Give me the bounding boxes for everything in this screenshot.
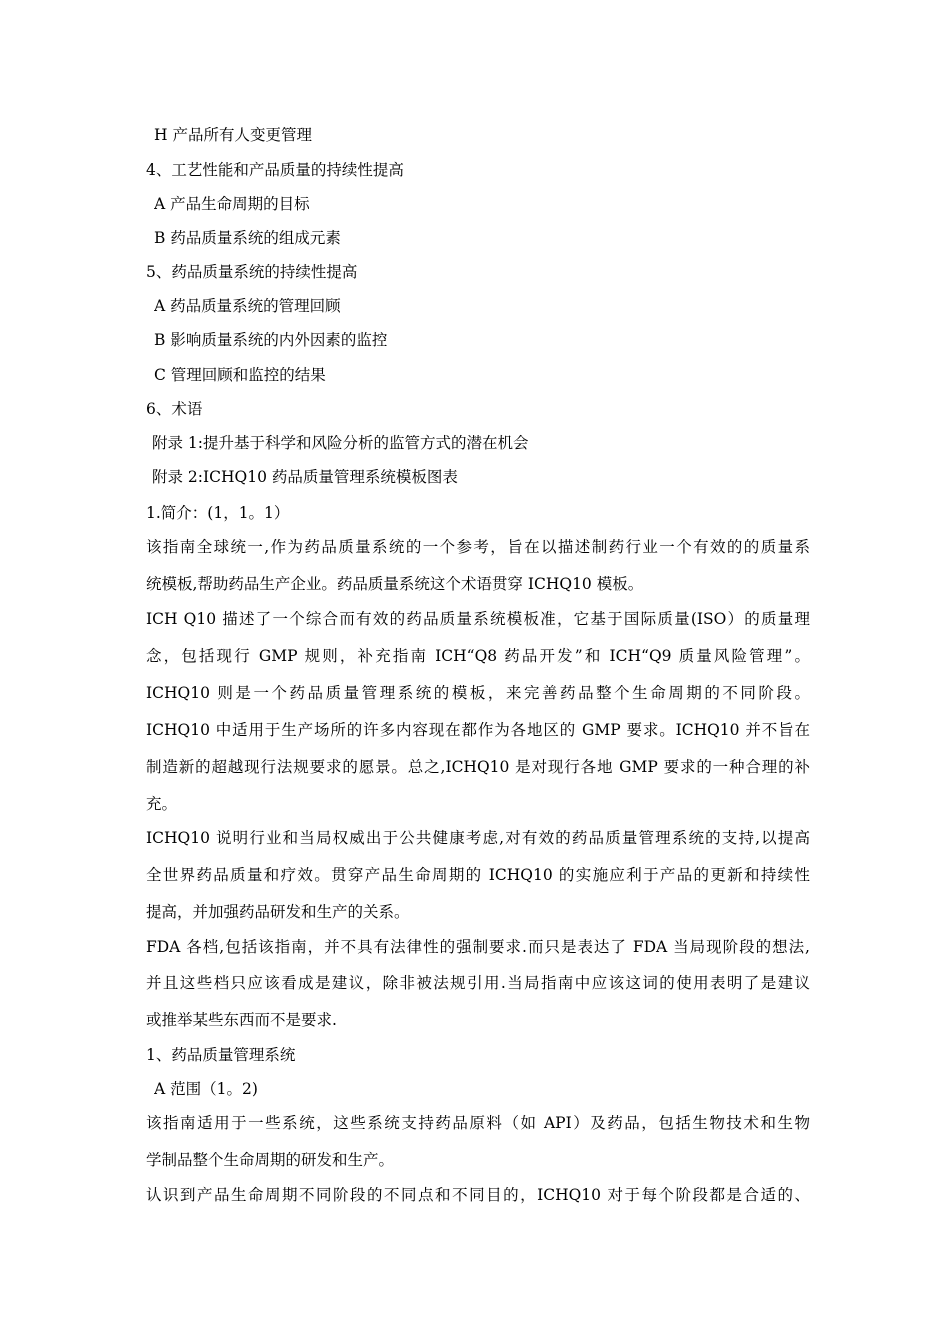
intro-heading: 1.简介：(1，1。1） <box>146 504 290 522</box>
appendix-2: 附录 2:ICHQ10 药品质量管理系统模板图表 <box>152 468 458 486</box>
outline-item-5b: B 影响质量系统的内外因素的监控 <box>154 331 388 349</box>
paragraph-line: 念，包括现行 GMP 规则，补充指南 ICH“Q8 药品开发”和 ICH“Q9 质量风险管理”。 <box>146 647 810 665</box>
paragraph-line: ICH Q10 描述了一个综合而有效的药品质量系统模板准，它基于国际质量(ISO）的质量理 <box>146 610 810 628</box>
paragraph-line: ICHQ10 则是一个药品质量管理系统的模板，来完善药品整个生命周期的不同阶段。 <box>146 684 810 702</box>
paragraph-line: 学制品整个生命周期的研发和生产。 <box>146 1151 395 1169</box>
outline-item-h: H 产品所有人变更管理 <box>154 126 312 144</box>
paragraph-line: 制造新的超越现行法规要求的愿景。总之,ICHQ10 是对现行各地 GMP 要求的一种合理的补 <box>146 758 810 776</box>
paragraph-line: 认识到产品生命周期不同阶段的不同点和不同目的，ICHQ10 对于每个阶段都是合适的、 <box>146 1186 810 1204</box>
paragraph-line: ICHQ10 中适用于生产场所的许多内容现在都作为各地区的 GMP 要求。ICHQ10 并不旨在 <box>146 721 810 739</box>
paragraph-line: 充。 <box>146 795 178 813</box>
section-heading-5: 5、药品质量系统的持续性提高 <box>146 263 358 281</box>
paragraph-line: 或推举某些东西而不是要求. <box>146 1011 337 1029</box>
paragraph-line: 并且这些档只应该看成是建议，除非被法规引用.当局指南中应该这词的使用表明了是建议 <box>146 974 810 992</box>
paragraph-line: 提高，并加强药品研发和生产的关系。 <box>146 903 410 921</box>
section-heading-4: 4、工艺性能和产品质量的持续性提高 <box>146 161 404 179</box>
outline-item-5a: A 药品质量系统的管理回顾 <box>154 297 341 315</box>
outline-item-5c: C 管理回顾和监控的结果 <box>154 366 326 384</box>
paragraph-line: 该指南适用于一些系统，这些系统支持药品原料（如 API）及药品，包括生物技术和生物 <box>146 1114 810 1132</box>
paragraph-line: 该指南全球统一,作为药品质量系统的一个参考，旨在以描述制药行业一个有效的的质量系 <box>146 538 810 556</box>
section-heading-1: 1、药品质量管理系统 <box>146 1046 296 1064</box>
paragraph-line: 全世界药品质量和疗效。贯穿产品生命周期的 ICHQ10 的实施应利于产品的更新和持续性 <box>146 866 810 884</box>
appendix-1: 附录 1:提升基于科学和风险分析的监管方式的潜在机会 <box>152 434 529 452</box>
outline-item-4b: B 药品质量系统的组成元素 <box>154 229 341 247</box>
paragraph-line: 统模板,帮助药品生产企业。药品质量系统这个术语贯穿 ICHQ10 模板。 <box>146 575 644 593</box>
paragraph-line: FDA 各档,包括该指南，并不具有法律性的强制要求.而只是表达了 FDA 当局现阶段的想法, <box>146 938 810 956</box>
outline-item-4a: A 产品生命周期的目标 <box>154 195 310 213</box>
section-heading-6: 6、术语 <box>146 400 203 418</box>
subsection-heading-scope: A 范围（1。2) <box>154 1080 258 1098</box>
paragraph-line: ICHQ10 说明行业和当局权威出于公共健康考虑,对有效的药品质量管理系统的支持,以提高 <box>146 829 810 847</box>
